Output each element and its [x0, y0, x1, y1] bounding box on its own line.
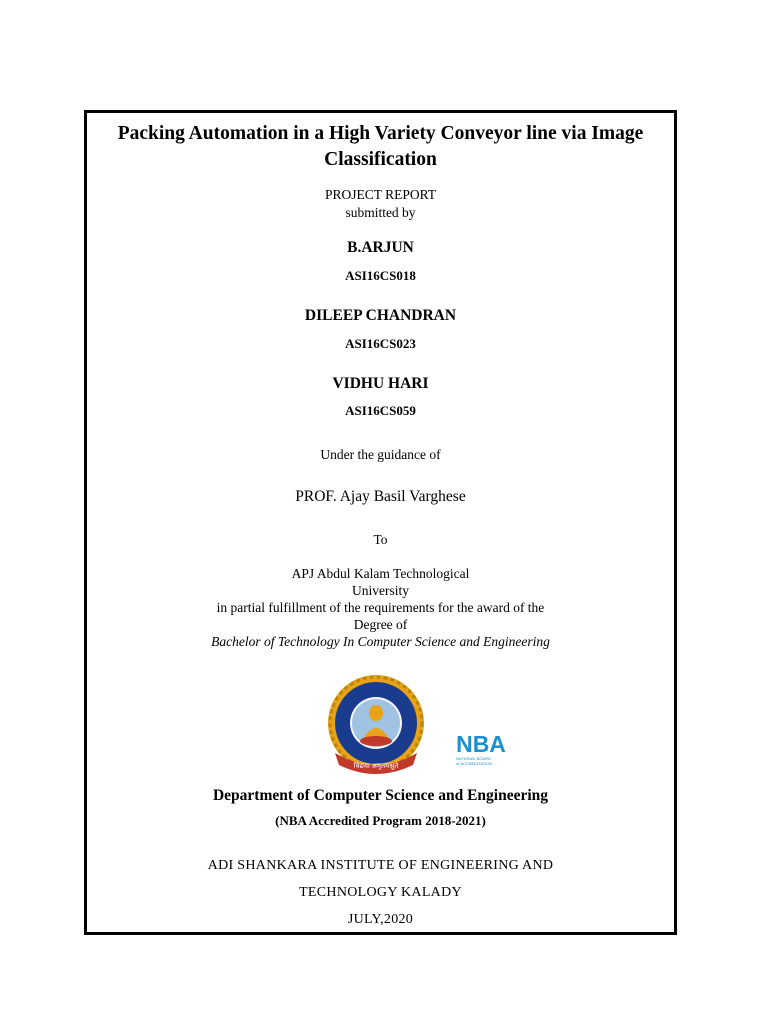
institute-line-1: ADI SHANKARA INSTITUTE OF ENGINEERING AND [207, 858, 554, 873]
guide-name: PROF. Ajay Basil Varghese [295, 488, 466, 505]
accreditation-line: (NBA Accredited Program 2018-2021) [275, 813, 486, 828]
student-name-1: B.ARJUN [347, 239, 414, 256]
submitted-by-label: submitted by [345, 205, 416, 220]
department-name: Department of Computer Science and Engineering [212, 787, 549, 804]
report-title: Packing Automation in a High Variety Conveyor line via Image Classification [117, 123, 644, 170]
nba-caption-2: of ACCREDITATION [456, 761, 493, 766]
report-type: PROJECT REPORT [324, 187, 437, 202]
student-name-2: DILEEP CHANDRAN [304, 307, 457, 324]
institute-line-2: TECHNOLOGY KALADY [299, 885, 462, 900]
nba-logo-text: NBA [456, 731, 506, 757]
emblem-motto: विद्यया अमृतमश्नुते [353, 762, 399, 770]
nba-caption-1: NATIONAL BOARD [456, 756, 491, 761]
student-reg-1: ASI16CS018 [345, 268, 416, 283]
degree-of-label: Degree of [353, 617, 408, 632]
student-name-3: VIDHU HARI [332, 375, 429, 392]
institute-emblem-logo [317, 673, 435, 781]
student-reg-3: ASI16CS059 [345, 403, 416, 418]
to-label: To [373, 532, 388, 547]
university-line-2: University [352, 583, 409, 598]
university-line-1: APJ Abdul Kalam Technological [291, 566, 470, 581]
student-reg-2: ASI16CS023 [345, 336, 416, 351]
fulfillment-line: in partial fulfillment of the requirements for the award of the [216, 600, 545, 615]
degree-name: Bachelor of Technology In Computer Science and Engineering [211, 634, 550, 649]
cover-page-frame [84, 110, 677, 935]
report-date: JULY,2020 [347, 912, 414, 927]
nba-logo [454, 727, 508, 771]
guidance-label: Under the guidance of [320, 447, 441, 462]
